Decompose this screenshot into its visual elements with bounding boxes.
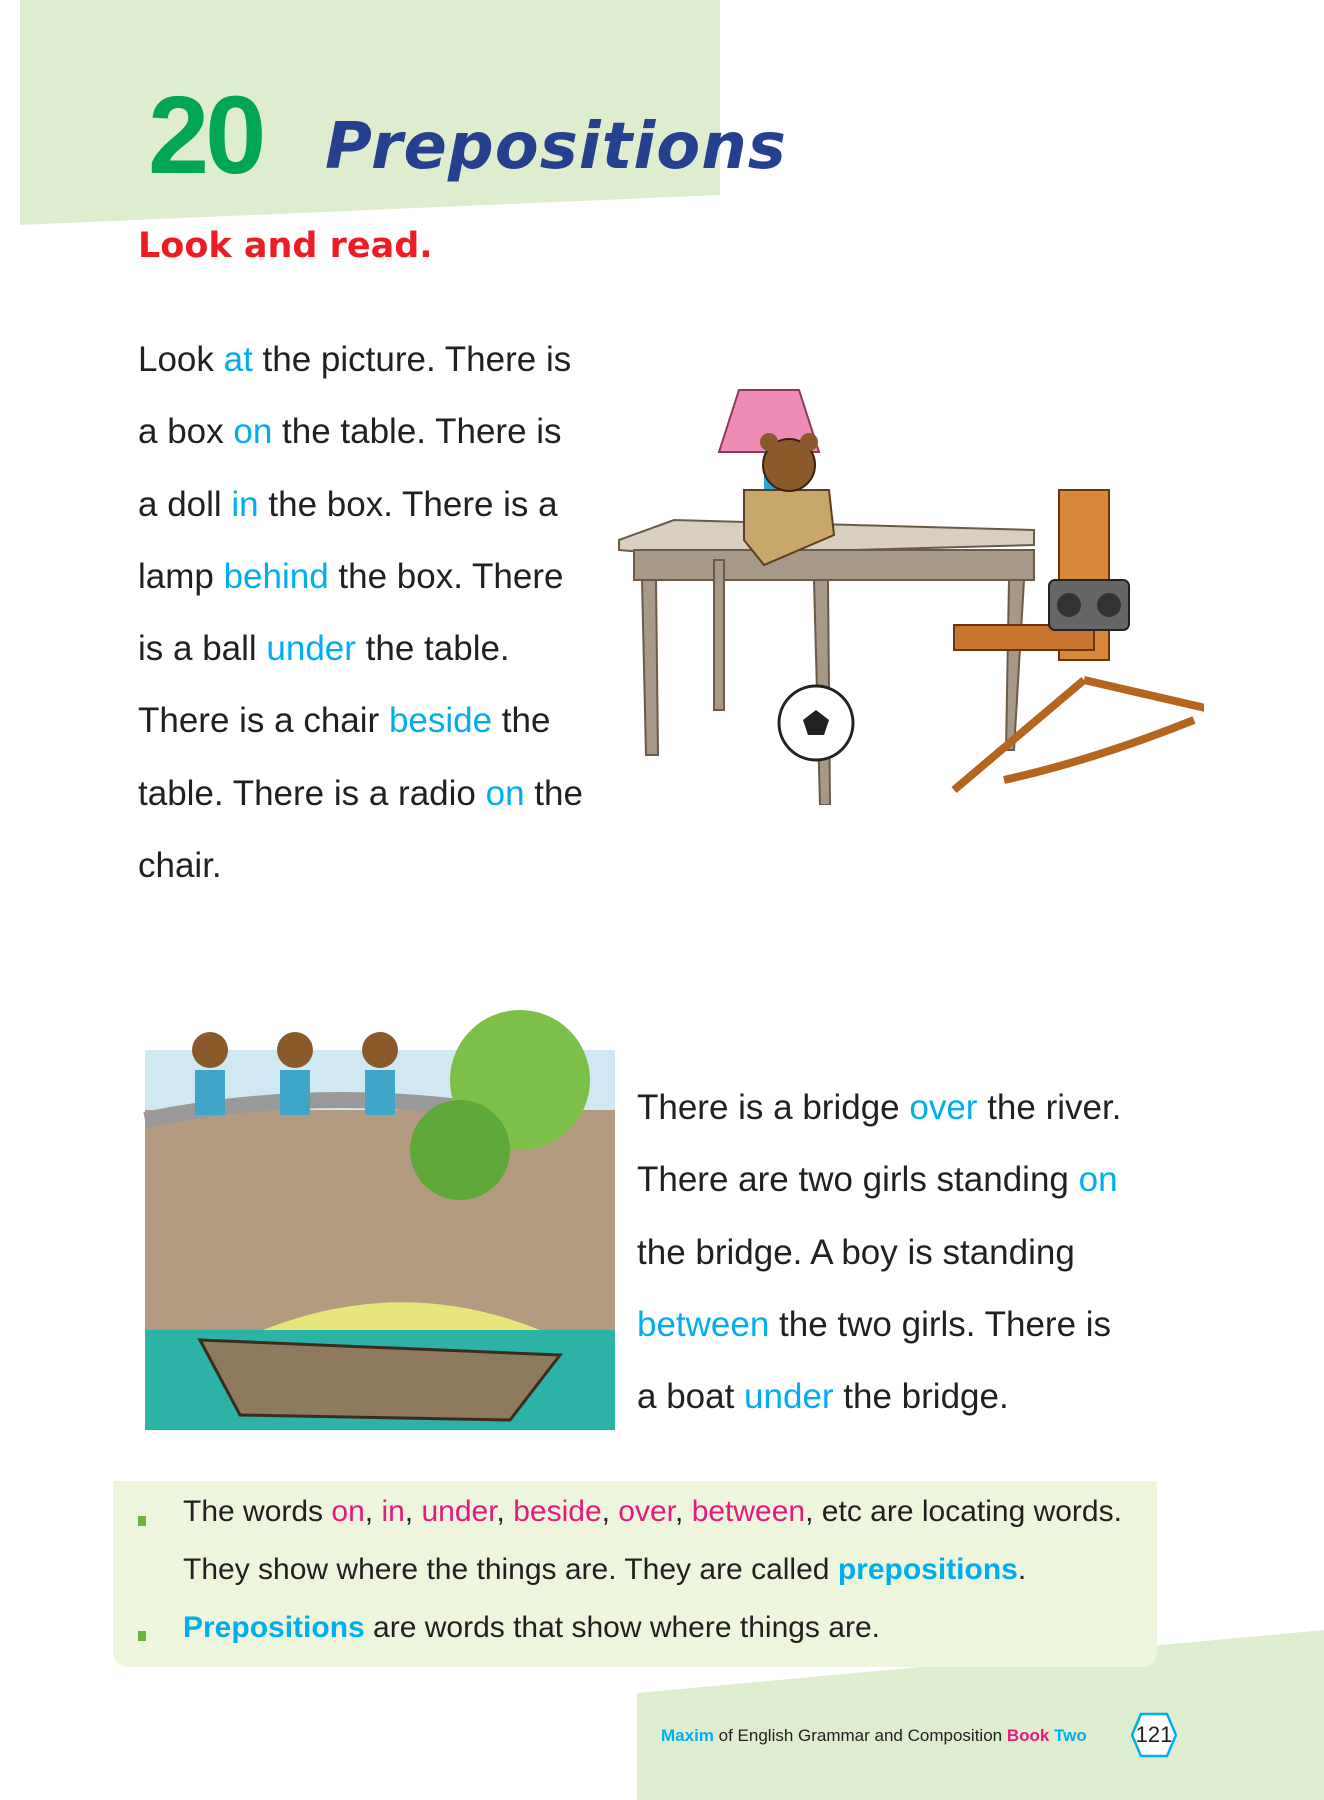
chapter-number: 20 <box>148 74 263 197</box>
page-number-badge <box>1131 1712 1177 1758</box>
text: the <box>524 773 583 813</box>
footer-brand: Maxim <box>661 1726 714 1745</box>
chapter-title: Prepositions <box>325 110 787 184</box>
footer-book-title <box>661 1726 1087 1746</box>
preposition-word: beside <box>388 701 493 741</box>
locating-word: beside <box>513 1495 602 1528</box>
preposition-word: on <box>485 773 525 813</box>
preposition-word: under <box>744 1377 834 1417</box>
locating-word: under <box>421 1495 497 1528</box>
preposition-word: over <box>909 1088 978 1127</box>
preposition-word: behind <box>223 556 329 596</box>
term-prepositions: Prepositions <box>183 1611 365 1644</box>
text: is a ball <box>138 629 267 669</box>
preposition-word: in <box>231 484 259 524</box>
comma: , <box>404 1495 422 1528</box>
text: lamp <box>138 556 224 596</box>
room-illustration <box>614 380 1204 805</box>
text: the box. There <box>328 556 564 596</box>
paragraph-line <box>637 1144 1197 1216</box>
locating-word: over <box>618 1495 676 1528</box>
text: There is a chair <box>138 701 389 741</box>
note-line-2 <box>183 1553 1026 1587</box>
instruction: Look and read. <box>138 226 433 266</box>
preposition-word: at <box>223 340 253 379</box>
note-line-3 <box>183 1611 880 1645</box>
paragraph-line <box>138 685 658 757</box>
text: the table. There is <box>272 412 562 452</box>
preposition-word: under <box>266 629 356 669</box>
footer-two: Two <box>1049 1726 1087 1745</box>
text: a doll <box>138 484 232 524</box>
text: the two girls. There is <box>769 1304 1112 1344</box>
text: the <box>492 701 551 741</box>
text: a box <box>138 412 234 452</box>
text: a boat <box>637 1377 745 1417</box>
text: table. There is a radio <box>138 773 486 813</box>
locating-word: in <box>381 1495 405 1528</box>
paragraph-room <box>138 324 658 902</box>
footer-book: Book <box>1006 1726 1050 1745</box>
note-text: The words <box>183 1495 332 1528</box>
text: the picture. There is <box>252 340 572 379</box>
text: the table. <box>355 629 510 669</box>
paragraph-bridge <box>637 1072 1197 1433</box>
note-text: , etc are locating words. <box>805 1495 1122 1528</box>
note-text: . <box>1017 1553 1027 1586</box>
bridge-illustration <box>140 1010 620 1435</box>
comma: , <box>601 1495 619 1528</box>
preposition-word: between <box>637 1304 770 1344</box>
note-text: They show where the things are. They are called <box>183 1553 838 1586</box>
paragraph-line <box>138 541 658 613</box>
bullet-icon <box>138 1631 146 1641</box>
note-text: are words that show where things are. <box>364 1611 880 1644</box>
footer-text: of English Grammar and Composition <box>713 1726 1007 1745</box>
comma: , <box>675 1495 692 1528</box>
locating-word: between <box>691 1495 806 1528</box>
text: the bridge. <box>833 1377 1009 1417</box>
text: chair. <box>138 846 222 886</box>
preposition-word: on <box>1078 1160 1118 1200</box>
bullet-icon <box>138 1516 146 1526</box>
prepositions-note-box <box>113 1481 1157 1667</box>
paragraph-line <box>637 1289 1197 1361</box>
paragraph-line <box>138 469 658 541</box>
paragraph-line <box>138 830 658 902</box>
paragraph-line <box>138 324 658 396</box>
note-line-1 <box>183 1495 1122 1529</box>
locating-word: on <box>331 1495 365 1528</box>
text: the bridge. A boy is standing <box>637 1232 1075 1272</box>
locating-words <box>331 1495 805 1528</box>
term-prepositions: prepositions <box>837 1553 1018 1586</box>
text: Look <box>138 340 224 379</box>
paragraph-line <box>138 758 658 830</box>
paragraph-line <box>637 1217 1197 1289</box>
preposition-word: on <box>233 412 273 452</box>
text: the river. <box>977 1088 1122 1127</box>
text: There is a bridge <box>637 1088 910 1127</box>
paragraph-line <box>138 396 658 468</box>
paragraph-line <box>637 1072 1197 1144</box>
paragraph-line <box>138 613 658 685</box>
text: There are two girls standing <box>637 1160 1079 1200</box>
page-number: 121 <box>1135 1722 1173 1747</box>
comma: , <box>364 1495 382 1528</box>
paragraph-line <box>637 1361 1197 1433</box>
text: the box. There is a <box>258 484 558 524</box>
comma: , <box>496 1495 514 1528</box>
